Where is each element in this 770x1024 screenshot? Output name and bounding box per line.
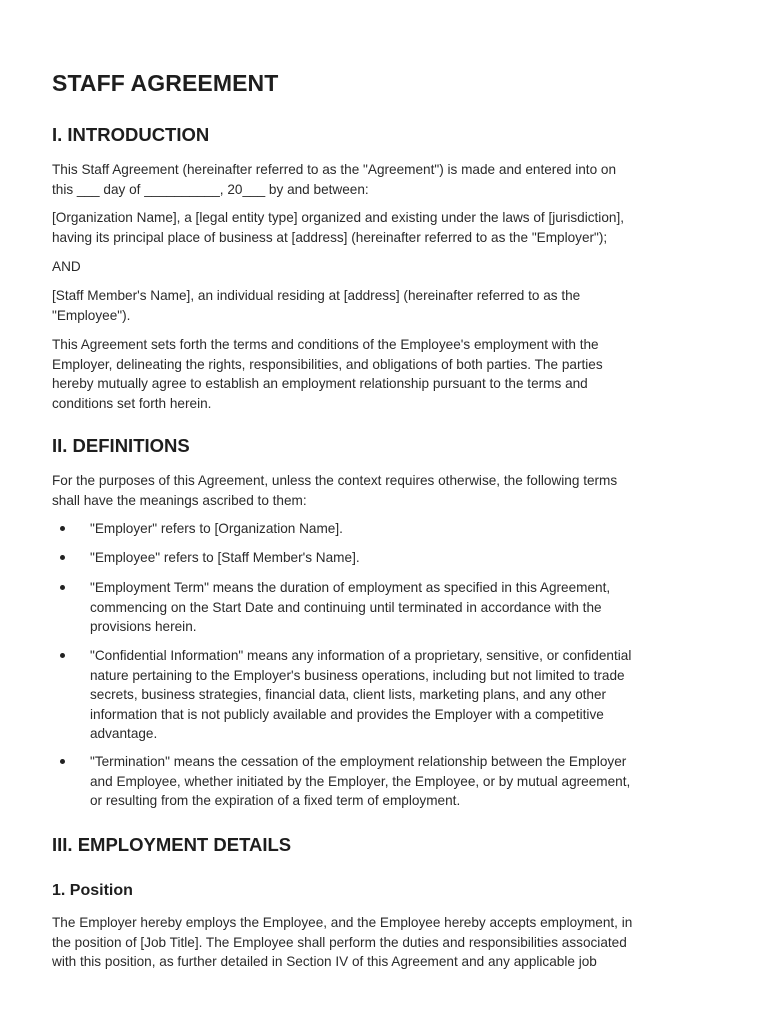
text-line: shall have the meanings ascribed to them: — [52, 492, 307, 508]
bullet-icon — [60, 653, 65, 658]
intro-paragraph-2 — [52, 208, 718, 247]
text-line: "Employment Term" means the duration of employment as specified in this Agreement, — [90, 580, 611, 595]
bullet-icon — [60, 585, 65, 590]
text-line: secrets, business strategies, financial data, client lists, marketing plans, and any other — [90, 687, 607, 703]
text-line: this ___ day of __________, 20___ by and between: — [52, 181, 369, 197]
section-heading-introduction: I. INTRODUCTION — [52, 124, 210, 145]
text-line: the position of [Job Title]. The Employee shall perform the duties and responsibilities associated — [52, 934, 627, 950]
intro-paragraph-5 — [52, 335, 718, 413]
text-line: "Employee"). — [52, 307, 131, 323]
text-line: conditions set forth herein. — [52, 395, 212, 411]
text-line: This Staff Agreement (hereinafter referred to as the "Agreement") is made and entered into on — [52, 162, 617, 177]
document-title: STAFF AGREEMENT — [52, 70, 279, 96]
text-line: or resulting from the expiration of a fixed term of employment. — [90, 793, 461, 809]
definition-text — [90, 578, 720, 637]
definitions-intro — [52, 471, 718, 510]
text-line: hereby mutually agree to establish an employment relationship pursuant to the terms and — [52, 376, 588, 392]
position-paragraph-1 — [52, 913, 718, 972]
definition-text — [90, 519, 720, 539]
section-heading-employment-details: III. EMPLOYMENT DETAILS — [52, 834, 292, 855]
text-line: advantage. — [90, 726, 158, 742]
text-line: Employer, delineating the rights, responsibilities, and obligations of both parties. The parties — [52, 356, 603, 372]
text-line: "Confidential Information" means any information of a proprietary, sensitive, or confidential — [90, 648, 632, 663]
bullet-icon — [60, 759, 65, 764]
text-line: nature pertaining to the Employer's business operations, including but not limited to trade — [90, 667, 625, 683]
text-line: commencing on the Start Date and continuing until terminated in accordance with the — [90, 599, 602, 615]
text-line: with this position, as further detailed in Section IV of this Agreement and any applicable job — [52, 954, 597, 970]
definition-text — [90, 646, 720, 744]
text-line: [Organization Name], a [legal entity type] organized and existing under the laws of [jurisdiction], — [52, 210, 625, 225]
intro-paragraph-3 — [52, 257, 718, 277]
text-line: [Staff Member's Name], an individual residing at [address] (hereinafter referred to as the — [52, 288, 581, 303]
definition-text — [90, 752, 720, 811]
text-line: provisions herein. — [90, 619, 197, 635]
intro-paragraph-4 — [52, 286, 718, 325]
bullet-icon — [60, 526, 65, 531]
text-line: having its principal place of business at [address] (hereinafter referred to as the "Employer"); — [52, 229, 608, 245]
text-line: "Employer" refers to [Organization Name]. — [90, 521, 343, 536]
definition-text — [90, 548, 720, 568]
text-line: "Employee" refers to [Staff Member's Name]. — [90, 550, 360, 565]
bullet-icon — [60, 555, 65, 560]
text-line: This Agreement sets forth the terms and conditions of the Employee's employment with the — [52, 337, 599, 352]
text-line: AND — [52, 259, 81, 274]
text-line: "Termination" means the cessation of the employment relationship between the Employer — [90, 754, 627, 769]
text-line: For the purposes of this Agreement, unless the context requires otherwise, the following terms — [52, 473, 618, 488]
text-line: information that is not publicly available and provides the Employer with a competitive — [90, 706, 604, 722]
text-line: The Employer hereby employs the Employee, and the Employee hereby accepts employment, in — [52, 915, 633, 930]
intro-paragraph-1 — [52, 160, 718, 199]
text-line: and Employee, whether initiated by the Employer, the Employee, or by mutual agreement, — [90, 773, 631, 789]
section-heading-definitions: II. DEFINITIONS — [52, 435, 190, 456]
subsection-heading-position: 1. Position — [52, 882, 133, 899]
